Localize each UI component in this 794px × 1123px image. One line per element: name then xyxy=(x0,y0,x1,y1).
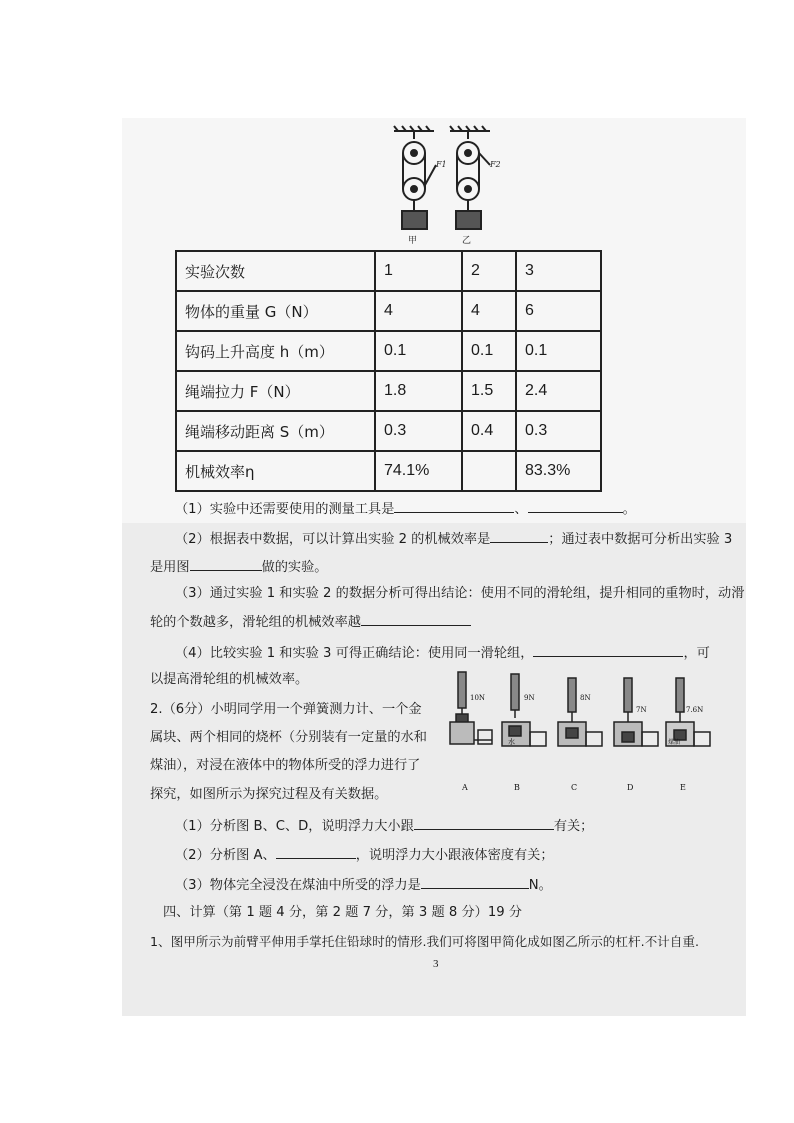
q1-part1-sep: 、 xyxy=(514,502,528,517)
q1-part2-text-c: 是用图 xyxy=(150,560,190,575)
pulley-figure xyxy=(392,125,502,250)
row-header: 实验次数 xyxy=(176,251,375,291)
q1-part3-cont xyxy=(150,611,471,633)
table-cell: 1.8 xyxy=(375,371,462,411)
table-cell: 2.4 xyxy=(516,371,601,411)
figure-label-a: A xyxy=(462,783,468,792)
q1-part1 xyxy=(175,498,636,520)
q2-line4: 探究，如图所示为探究过程及有关数据。 xyxy=(150,787,388,802)
q1-part4-text-c: 以提高滑轮组的机械效率。 xyxy=(150,672,309,687)
answer-blank[interactable] xyxy=(394,498,514,513)
answer-blank[interactable] xyxy=(361,611,471,626)
table-cell: 4 xyxy=(462,291,516,331)
row-header: 钩码上升高度 h（m） xyxy=(176,331,375,371)
reading-a: 10N xyxy=(470,694,486,702)
table-row xyxy=(176,251,601,291)
q1-part3-text: （3）通过实验 1 和实验 2 的数据分析可得出结论：使用不同的滑轮组，提升相同的重物时，动滑 xyxy=(175,586,745,601)
answer-blank[interactable] xyxy=(528,498,623,513)
row-header: 绳端移动距离 S（m） xyxy=(176,411,375,451)
q1-part4 xyxy=(175,642,710,664)
answer-blank[interactable] xyxy=(490,528,548,543)
force-f2-label: F2 xyxy=(490,160,501,169)
section4-title: 四、计算（第 1 题 4 分，第 2 题 7 分，第 3 题 8 分）19 分 xyxy=(163,905,522,920)
q2-sub3-text-b: N。 xyxy=(528,878,552,893)
table-cell: 74.1% xyxy=(375,451,462,491)
table-cell: 0.4 xyxy=(462,411,516,451)
table-cell: 1.5 xyxy=(462,371,516,411)
q2-line3: 煤油），对浸在液体中的物体所受的浮力进行了 xyxy=(150,758,421,773)
q2-sub2-text: （2）分析图 A、 xyxy=(175,848,276,863)
q2-sub1-text: （1）分析图 B、C、D，说明浮力大小跟 xyxy=(175,819,414,834)
section4-q1: 1、图甲所示为前臂平伸用手掌托住铅球时的情形.我们可将图甲简化成如图乙所示的杠杆.不计自重. xyxy=(150,934,699,949)
figure-label-c: C xyxy=(571,783,578,792)
q1-part2 xyxy=(175,528,732,550)
table-row xyxy=(176,291,601,331)
liquid-oil-e: 煤油 xyxy=(668,739,681,746)
figure-label-yi: 乙 xyxy=(462,236,472,246)
table-cell: 0.1 xyxy=(462,331,516,371)
answer-blank[interactable] xyxy=(533,642,683,657)
row-header: 机械效率η xyxy=(176,451,375,491)
page-number: 3 xyxy=(433,958,439,970)
reading-d: 7N xyxy=(636,706,647,714)
pulley-left xyxy=(394,126,436,229)
q1-part3-text-b: 轮的个数越多，滑轮组的机械效率越 xyxy=(150,615,361,630)
q1-part2-text-d: 做的实验。 xyxy=(261,560,328,575)
buoyancy-figure xyxy=(440,670,740,795)
table-cell: 0.3 xyxy=(375,411,462,451)
answer-blank[interactable] xyxy=(421,874,529,889)
table-row xyxy=(176,411,601,451)
q1-part4-text: （4）比较实验 1 和实验 3 可得正确结论：使用同一滑轮组， xyxy=(175,646,534,661)
table-cell: 3 xyxy=(516,251,601,291)
figure-label-d: D xyxy=(627,783,634,792)
q2-line2: 属块、两个相同的烧杯（分别装有一定量的水和 xyxy=(150,730,427,745)
table-cell: 0.1 xyxy=(516,331,601,371)
q1-part1-end: 。 xyxy=(622,502,636,517)
figure-label-b: B xyxy=(514,783,520,792)
pulley-right xyxy=(450,126,490,229)
force-f1-label: F1 xyxy=(436,160,447,169)
reading-b: 9N xyxy=(524,694,535,702)
experiment-table xyxy=(175,250,602,492)
table-cell: 4 xyxy=(375,291,462,331)
table-cell xyxy=(462,451,516,491)
row-header: 绳端拉力 F（N） xyxy=(176,371,375,411)
q2-sub3 xyxy=(175,874,552,896)
figure-label-e: E xyxy=(680,783,686,792)
table-cell: 2 xyxy=(462,251,516,291)
q1-part2-text-b: ；通过表中数据可分析出实验 3 xyxy=(548,532,733,547)
reading-c: 8N xyxy=(580,694,591,702)
table-cell: 0.3 xyxy=(516,411,601,451)
table-cell: 1 xyxy=(375,251,462,291)
figure-label-jia: 甲 xyxy=(408,236,418,246)
answer-blank[interactable] xyxy=(190,556,262,571)
q2-sub1 xyxy=(175,815,593,837)
table-row xyxy=(176,451,601,491)
reading-e: 7.6N xyxy=(686,706,704,714)
table-cell: 0.1 xyxy=(375,331,462,371)
row-header: 物体的重量 G（N） xyxy=(176,291,375,331)
q1-part2-cont xyxy=(150,556,328,578)
table-cell: 6 xyxy=(516,291,601,331)
q2-line1: 2.（6分）小明同学用一个弹簧测力计、一个金 xyxy=(150,702,422,717)
answer-blank[interactable] xyxy=(414,815,554,830)
table-row xyxy=(176,371,601,411)
q1-part4-text-b: ，可 xyxy=(683,646,710,661)
q1-part1-text: （1）实验中还需要使用的测量工具是 xyxy=(175,502,395,517)
q1-part4-cont xyxy=(150,670,308,690)
table-row xyxy=(176,331,601,371)
q1-part2-text: （2）根据表中数据，可以计算出实验 2 的机械效率是 xyxy=(175,532,491,547)
liquid-water-b: 水 xyxy=(508,738,515,746)
q2-sub1-text-b: 有关； xyxy=(553,819,594,834)
q2-sub2 xyxy=(175,844,554,866)
q2-sub2-text-b: ，说明浮力大小跟液体密度有关； xyxy=(355,848,554,863)
q1-part3 xyxy=(175,584,744,604)
q2-sub3-text: （3）物体完全浸没在煤油中所受的浮力是 xyxy=(175,878,421,893)
answer-blank[interactable] xyxy=(276,844,356,859)
table-cell: 83.3% xyxy=(516,451,601,491)
